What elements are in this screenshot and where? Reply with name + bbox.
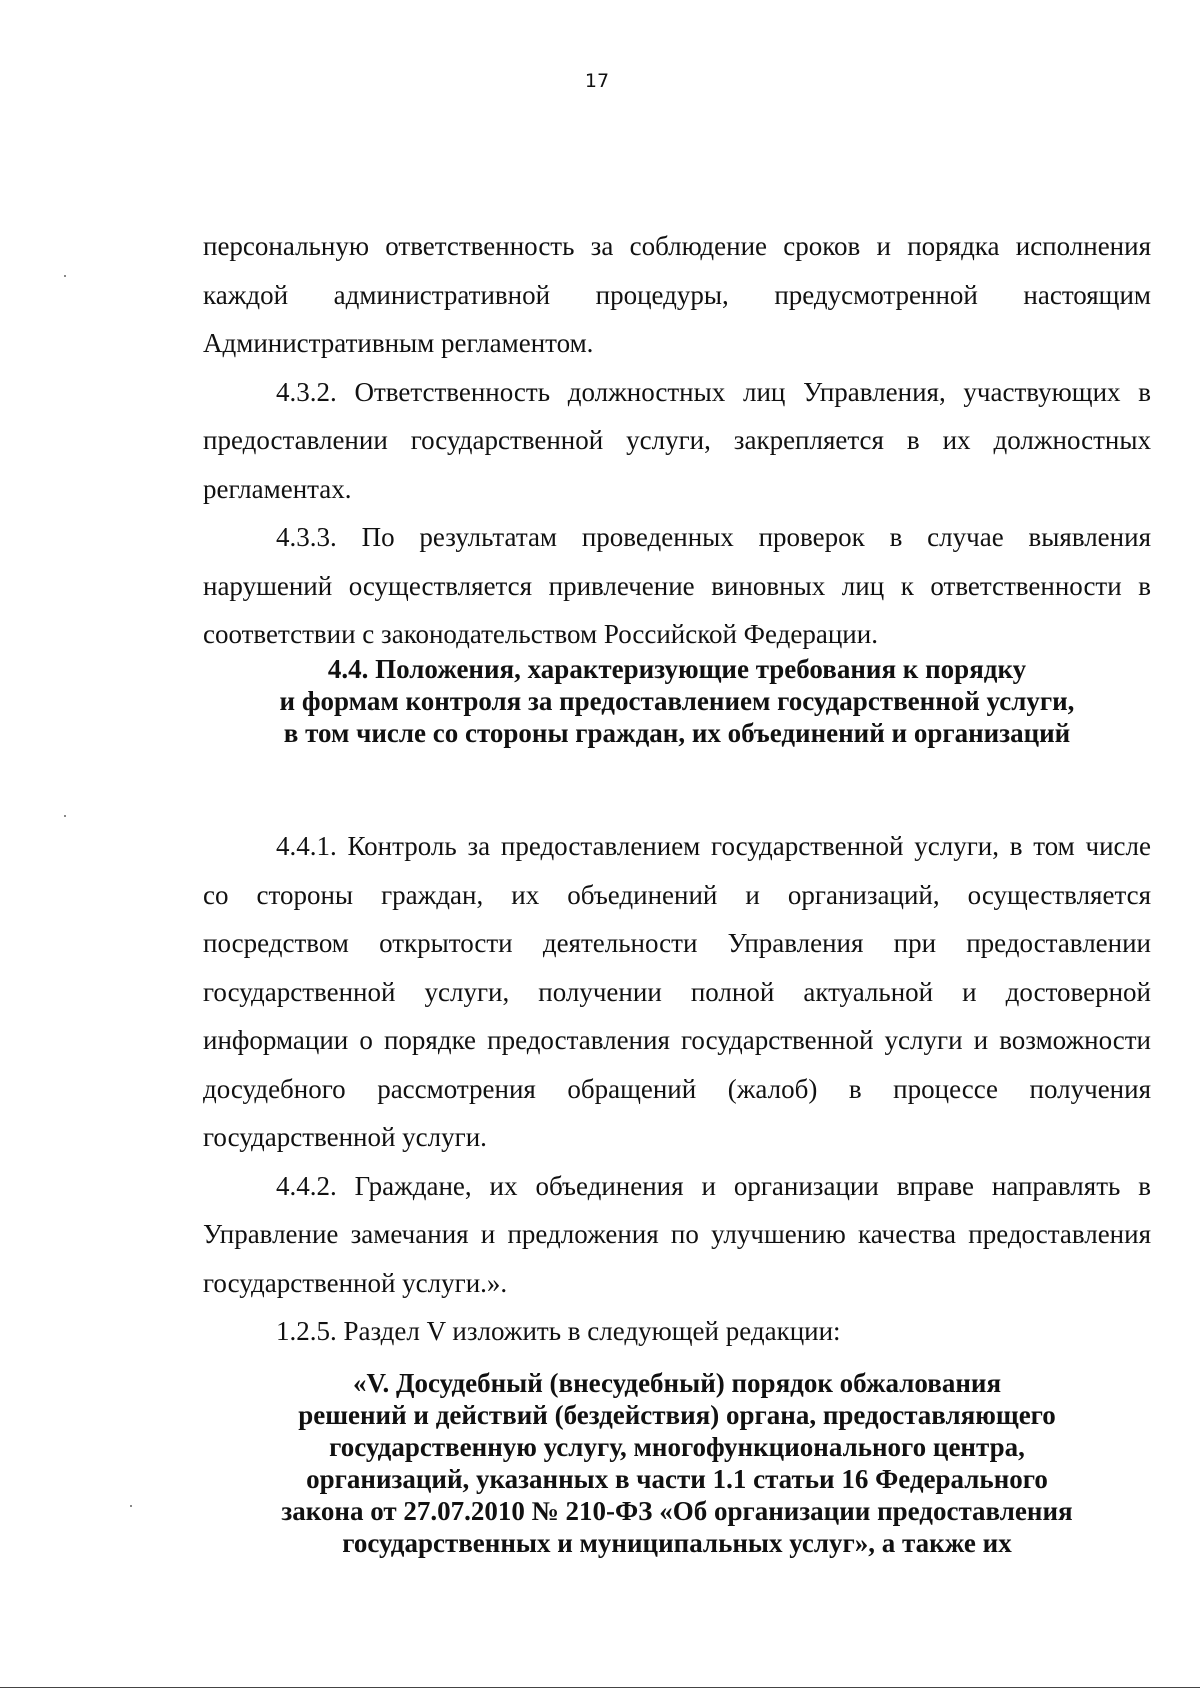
scan-speck (64, 275, 66, 277)
paragraph-continuation: персональную ответственность за соблюдение сроков и порядка исполнения каждой административной процедуры, предусмотренной настоящим Административным регламентом. (203, 231, 1151, 358)
paragraph-1-2-5: 1.2.5. Раздел V изложить в следующей редакции: (276, 1316, 841, 1346)
scan-speck (64, 815, 66, 817)
heading-line: государственных и муниципальных услуг», а также их (342, 1528, 1012, 1558)
heading-line: решений и действий (бездействия) органа, предоставляющего (298, 1400, 1056, 1430)
section-heading-4-4 (203, 653, 1151, 749)
heading-line: государственную услугу, многофункционального центра, (329, 1432, 1025, 1462)
heading-line: организаций, указанных в части 1.1 статьи 16 Федерального (306, 1464, 1048, 1494)
paragraph-4-3-2: 4.3.2. Ответственность должностных лиц Управления, участвующих в предоставлении государственной услуги, закрепляется в их должностных регламентах. (203, 376, 1151, 504)
heading-line: 4.4. Положения, характеризующие требования к порядку (327, 654, 1027, 684)
text-block-4-4 (203, 822, 1151, 1356)
section-heading-v (203, 1367, 1151, 1559)
page-number: 17 (584, 70, 610, 92)
scan-speck (130, 1505, 132, 1507)
bottom-rule (0, 1687, 1200, 1688)
text-block-4-3 (203, 222, 1151, 659)
paragraph-4-3-3: 4.3.3. По результатам проведенных проверок в случае выявления нарушений осуществляется привлечение виновных лиц к ответственности в соответствии с законодательством Российской Федерации. (203, 522, 1151, 649)
paragraph-4-4-1: 4.4.1. Контроль за предоставлением государственной услуги, в том числе со стороны граждан, их объединений и организаций, осуществляется посредством открытости деятельности Управления при предоставлении государственной услуги, получении полной актуальной и достоверной информации о порядке предоставления государственной услуги и возможности досудебного рассмотрения обращений (жалоб) в процессе получения государственной услуги. (203, 831, 1151, 1152)
heading-line: и формам контроля за предоставлением государственной услуги, (279, 686, 1075, 716)
heading-line: в том числе со стороны граждан, их объединений и организаций (283, 718, 1071, 748)
paragraph-4-4-2: 4.4.2. Граждане, их объединения и организации вправе направлять в Управление замечания и предложения по улучшению качества предоставления государственной услуги.». (203, 1170, 1151, 1298)
heading-line: закона от 27.07.2010 № 210-ФЗ «Об организации предоставления (281, 1496, 1073, 1526)
heading-line: «V. Досудебный (внесудебный) порядок обжалования (352, 1368, 1002, 1398)
